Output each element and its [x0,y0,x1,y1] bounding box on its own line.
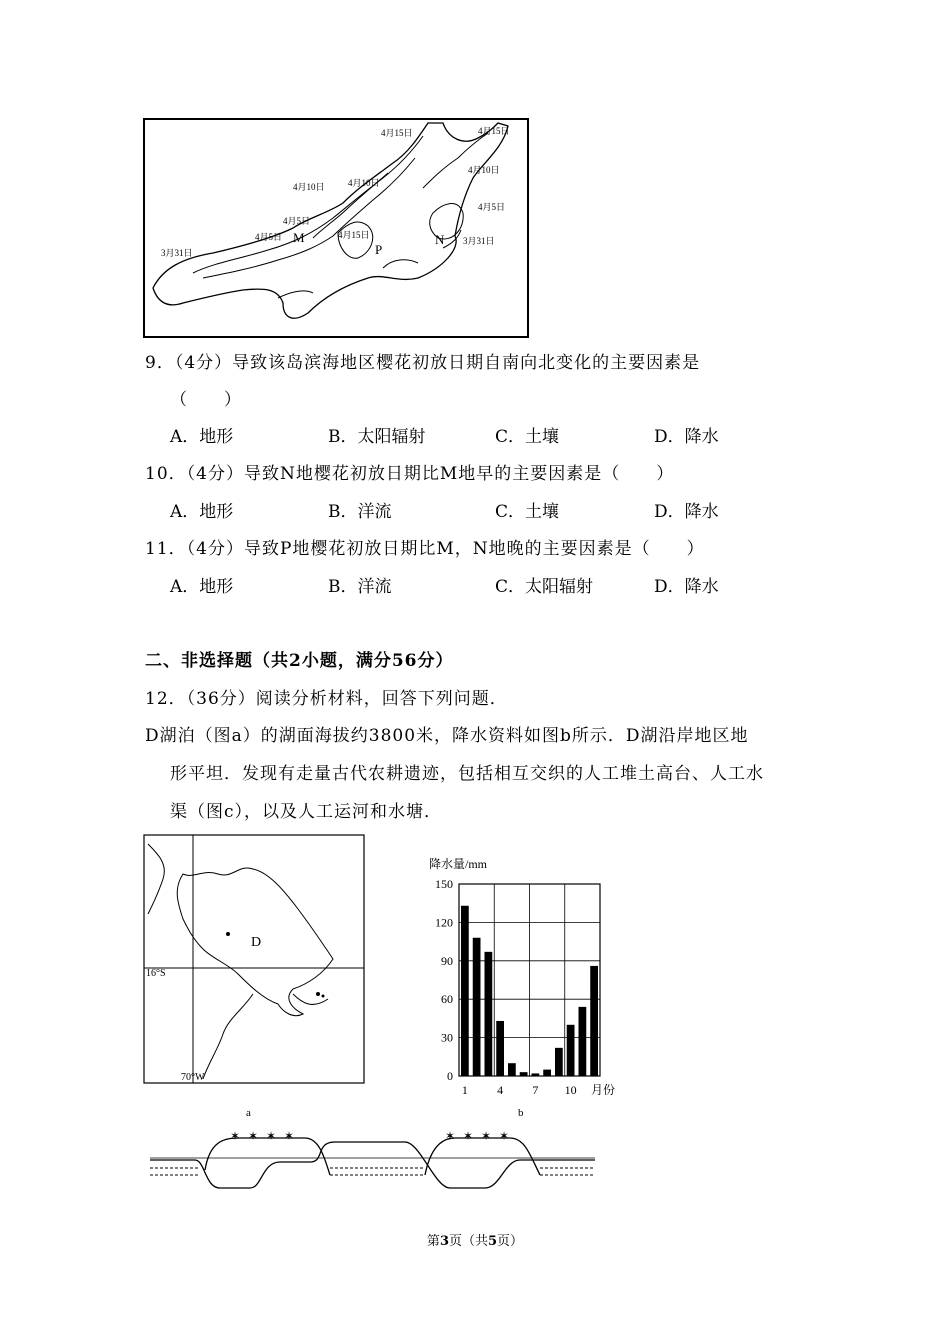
chart-bar-1 [461,906,469,1076]
svg-text:✶: ✶ [266,1130,277,1143]
footer-page: 3 [439,1234,449,1249]
chart-ylabel: 降水量/mm [429,857,488,871]
chart-bar-2 [473,938,481,1076]
q9-option-a: A．地形 [170,427,234,447]
crop-symbols [230,1130,509,1143]
chart-bar-8 [543,1070,551,1076]
figure-b-caption: b [518,1107,524,1119]
chart-ytick-label: 60 [441,992,453,1007]
chart-xtick-label: 4 [497,1083,504,1097]
q9-option-c: C．土壤 [495,427,560,447]
cherry-blossom-isoline-map [143,118,529,338]
q12-material-line3: 渠（图c），以及人工运河和水塘． [170,802,443,822]
svg-text:✶: ✶ [499,1130,510,1143]
label-3-31b: 3月31日 [463,236,495,246]
q9-option-d: D．降水 [654,427,719,447]
svg-text:✶: ✶ [230,1130,241,1143]
label-4-10c: 4月10日 [468,165,500,175]
terrace-left [205,1138,330,1175]
q10-option-d: D．降水 [654,502,719,522]
chart-bar-12 [590,966,598,1076]
lake-label-d: D [251,935,262,950]
footer-pre: 第 [426,1234,440,1249]
q12-material-line1: D湖泊（图a）的湖面海拔约3800米，降水资料如图b所示．D湖沿岸地区地 [145,726,749,746]
q12-material-line2: 形平坦．发现有走量古代农耕遗迹，包括相互交织的人工堆土高台、人工水 [170,764,764,784]
longitude-label: 70°W [181,1072,205,1083]
label-4-5c: 4月5日 [478,202,506,212]
label-4-15b: 4月15日 [478,126,510,136]
label-4-5b: 4月5日 [255,232,283,242]
q11-option-b: B．洋流 [328,577,392,597]
svg-text:✶: ✶ [463,1130,474,1143]
figure-c-raised-field-section [150,1130,595,1200]
chart-bar-10 [567,1025,575,1076]
q10-option-b: B．洋流 [328,502,392,522]
chart-bar-5 [508,1063,516,1076]
terrace-right [425,1138,540,1175]
chart-ytick-label: 0 [447,1069,453,1083]
q9-stem: 9．（4分）导致该岛滨海地区樱花初放日期自南向北变化的主要因素是 [145,353,701,373]
chart-xtick-label: 10 [564,1083,577,1097]
figure-a-caption: a [246,1107,251,1119]
chart-xtick-label: 1 [461,1083,468,1097]
chart-xlabel: 月份 [591,1083,616,1097]
label-4-15c: 4月15日 [338,230,370,240]
q9-paren: （ ） [170,390,242,410]
footer-total: 5 [488,1234,498,1249]
chart-bar-11 [579,1007,587,1076]
chart-ytick-label: 30 [441,1030,453,1045]
chart-xtick-label: 7 [532,1083,539,1097]
figure-a-lake-map [143,834,365,1124]
q10-option-a: A．地形 [170,502,234,522]
label-4-10b: 4月10日 [348,178,380,188]
label-4-10a: 4月10日 [293,182,325,192]
q11-stem: 11．（4分）导致P地樱花初放日期比M，N地晚的主要因素是（ ） [145,539,705,559]
chart-bar-7 [532,1073,540,1076]
label-n: N [435,232,445,247]
label-3-31a: 3月31日 [161,248,193,258]
section-title: 二、非选择题（共2小题，满分56分） [145,651,454,671]
footer-post: 页） [497,1234,524,1249]
svg-text:✶: ✶ [248,1130,259,1143]
figure-b-precip-chart [415,850,630,1120]
q10-option-c: C．土壤 [495,502,560,522]
chart-bar-3 [485,952,493,1076]
chart-bar-6 [520,1072,528,1076]
label-4-5a: 4月5日 [283,216,311,226]
q12-stem: 12．（36分）阅读分析材料，回答下列问题． [145,689,508,709]
ground-profile [150,1142,595,1188]
chart-ytick-label: 90 [441,953,453,968]
q11-option-a: A．地形 [170,577,234,597]
chart-ytick-label: 120 [435,915,453,930]
label-m: M [293,230,305,245]
chart-bar-9 [555,1048,563,1076]
q10-stem: 10．（4分）导致N地樱花初放日期比M地早的主要因素是（ ） [145,464,675,484]
q11-option-c: C．太阳辐射 [495,577,594,597]
page-footer [0,1230,950,1249]
svg-text:✶: ✶ [481,1130,492,1143]
q11-option-d: D．降水 [654,577,719,597]
svg-text:✶: ✶ [445,1130,456,1143]
chart-bar-4 [496,1021,504,1076]
latitude-label: 16°S [146,968,166,979]
chart-ytick-label: 150 [435,877,453,891]
label-p: P [375,242,383,257]
footer-mid: 页（共 [448,1234,488,1249]
label-4-15a: 4月15日 [381,128,413,138]
q9-option-b: B．太阳辐射 [328,427,426,447]
svg-text:✶: ✶ [284,1130,295,1143]
